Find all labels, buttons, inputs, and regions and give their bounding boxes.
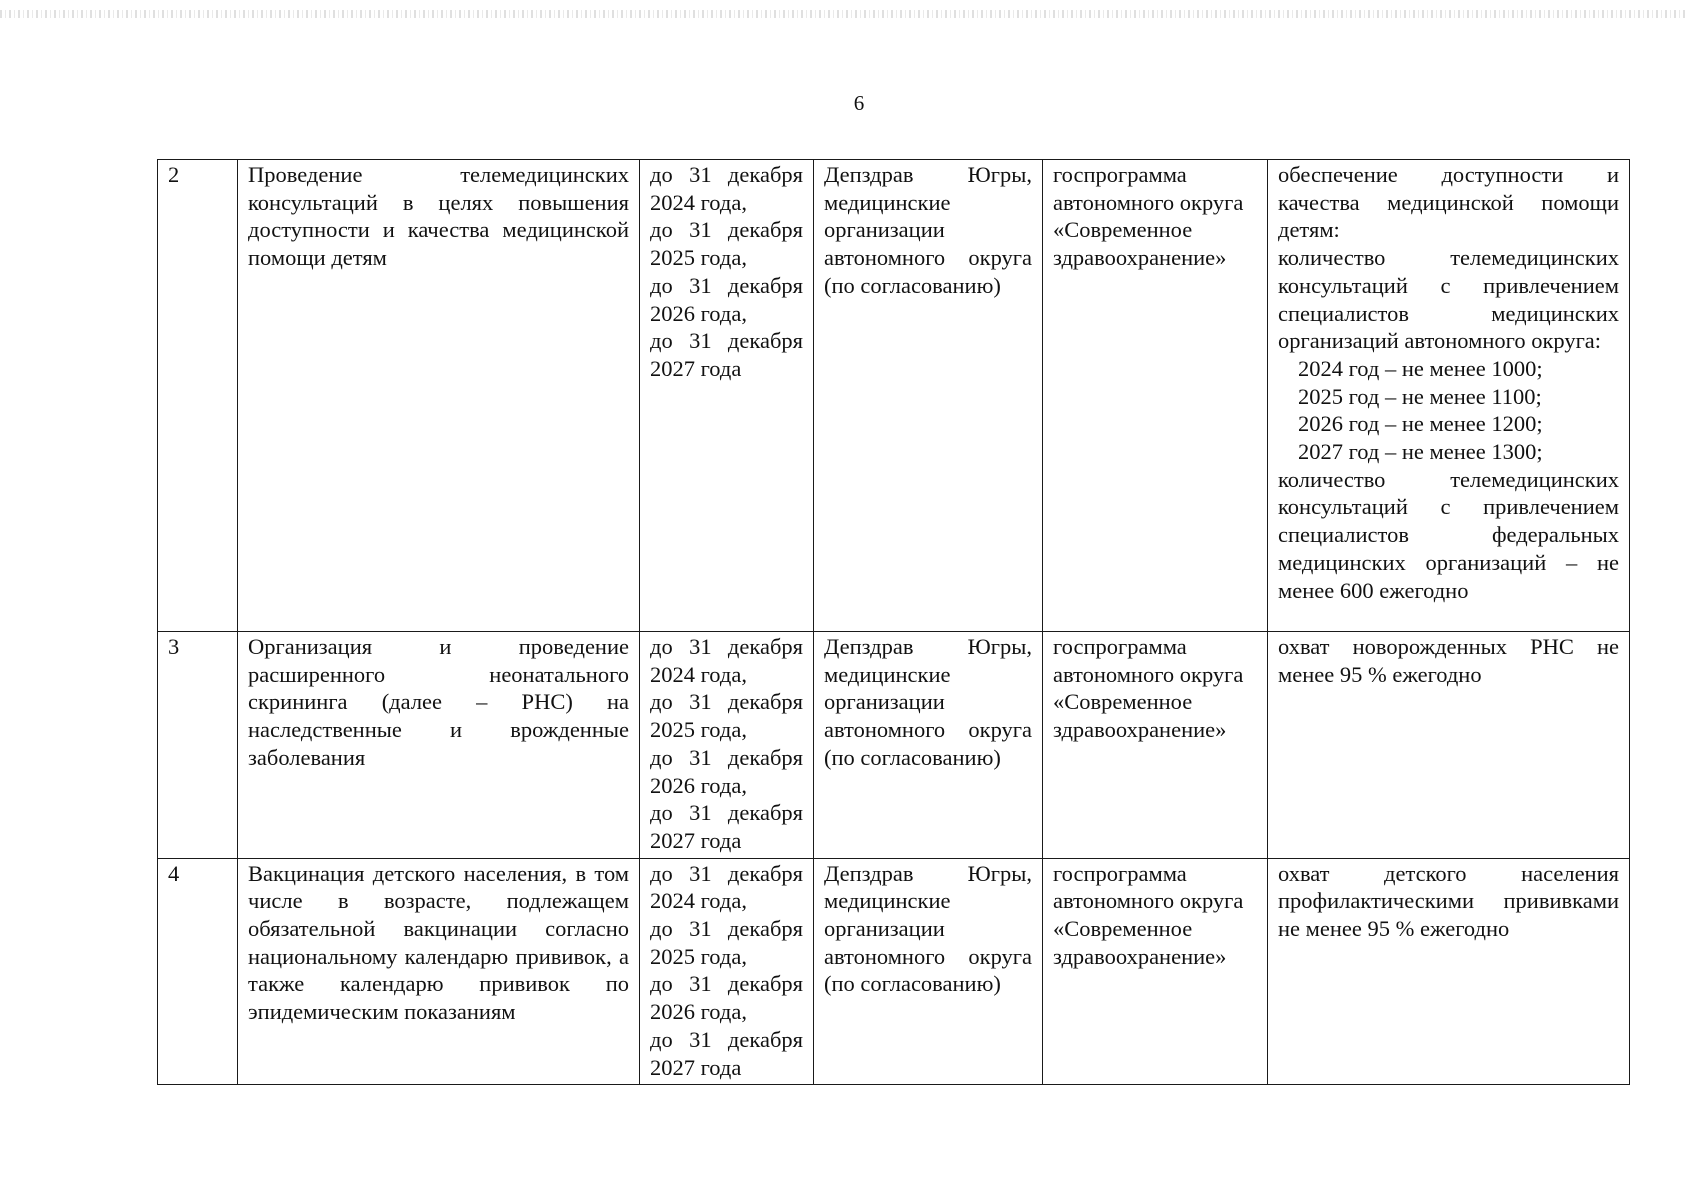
deadline-line: до 31 декабря 2025 года,: [650, 916, 803, 969]
table-row: [158, 160, 1630, 632]
result-cell: [1268, 160, 1630, 632]
measure-cell: [238, 858, 640, 1085]
deadline-line: до 31 декабря 2027 года: [650, 328, 803, 381]
table-row: [158, 858, 1630, 1085]
measure-cell: [238, 632, 640, 859]
executor-text: Депздрав Югры, медицинские организации автономного округа (по согласованию): [824, 634, 1032, 770]
result-text: охват детского населения профилактическими прививками не менее 95 % ежегодно: [1278, 860, 1619, 942]
row-number: 2: [158, 160, 238, 632]
scan-edge-noise: [0, 10, 1686, 18]
measure-text: Вакцинация детского населения, в том числе в возрасте, подлежащем обязательной вакцинации согласно национальному календарю прививок, а также календарю прививок по эпидемическим показаниям: [248, 860, 629, 1025]
result-year-line: 2026 год – не менее 1200;: [1298, 411, 1543, 437]
row-number: 4: [158, 858, 238, 1085]
deadline-cell: [640, 160, 814, 632]
deadline-line: до 31 декабря 2026 года,: [650, 272, 803, 326]
executor-cell: [814, 858, 1043, 1085]
executor-text: Депздрав Югры, медицинские организации автономного округа (по согласованию): [824, 162, 1032, 298]
deadline-line: до 31 декабря 2024 года,: [650, 860, 803, 914]
program-text: госпрограмма автономного округа «Современное здравоохранение»: [1053, 634, 1244, 743]
program-text: госпрограмма автономного округа «Современное здравоохранение»: [1053, 162, 1244, 271]
measure-text: Организация и проведение расширенного неонатального скрининга (далее – РНС) на наследственные и врожденные заболевания: [248, 634, 629, 770]
executor-cell: [814, 632, 1043, 859]
deadline-line: до 31 декабря 2027 года: [650, 800, 803, 853]
executor-cell: [814, 160, 1043, 632]
deadline-line: до 31 декабря 2026 года,: [650, 971, 803, 1025]
deadline-line: до 31 декабря 2027 года: [650, 1026, 803, 1080]
deadline-line: до 31 декабря 2026 года,: [650, 744, 803, 798]
action-plan-table: [157, 159, 1630, 1085]
measure-cell: [238, 160, 640, 632]
result-year-line: 2025 год – не менее 1100;: [1298, 383, 1542, 409]
row-number: 3: [158, 632, 238, 859]
deadline-line: до 31 декабря 2024 года,: [650, 634, 803, 687]
deadline-cell: [640, 858, 814, 1085]
result-year-line: 2024 год – не менее 1000;: [1298, 355, 1543, 381]
deadline-line: до 31 декабря 2024 года,: [650, 162, 803, 215]
result-year-line: 2027 год – не менее 1300;: [1298, 439, 1543, 465]
result-paragraph: количество телемедицинских консультаций с привлечением специалистов медицинских организаций автономного округа:: [1278, 245, 1619, 354]
program-cell: [1043, 632, 1268, 859]
result-lead: обеспечение доступности и качества медицинской помощи детям:: [1278, 162, 1619, 243]
result-cell: [1268, 632, 1630, 859]
program-text: госпрограмма автономного округа «Современное здравоохранение»: [1053, 860, 1244, 969]
deadline-line: до 31 декабря 2025 года,: [650, 217, 803, 271]
executor-text: Депздрав Югры, медицинские организации автономного округа (по согласованию): [824, 860, 1032, 997]
result-tail: количество телемедицинских консультаций с привлечением специалистов федеральных медицинских организаций – не менее 600 ежегодно: [1278, 466, 1619, 603]
program-cell: [1043, 858, 1268, 1085]
table-row: [158, 632, 1630, 859]
deadline-line: до 31 декабря 2025 года,: [650, 689, 803, 743]
measure-text: Проведение телемедицинских консультаций в целях повышения доступности и качества медицинской помощи детям: [248, 162, 629, 271]
program-cell: [1043, 160, 1268, 632]
result-text: охват новорожденных РНС не менее 95 % ежегодно: [1278, 634, 1619, 687]
result-cell: [1268, 858, 1630, 1085]
deadline-cell: [640, 632, 814, 859]
page-number: 6: [853, 91, 865, 115]
